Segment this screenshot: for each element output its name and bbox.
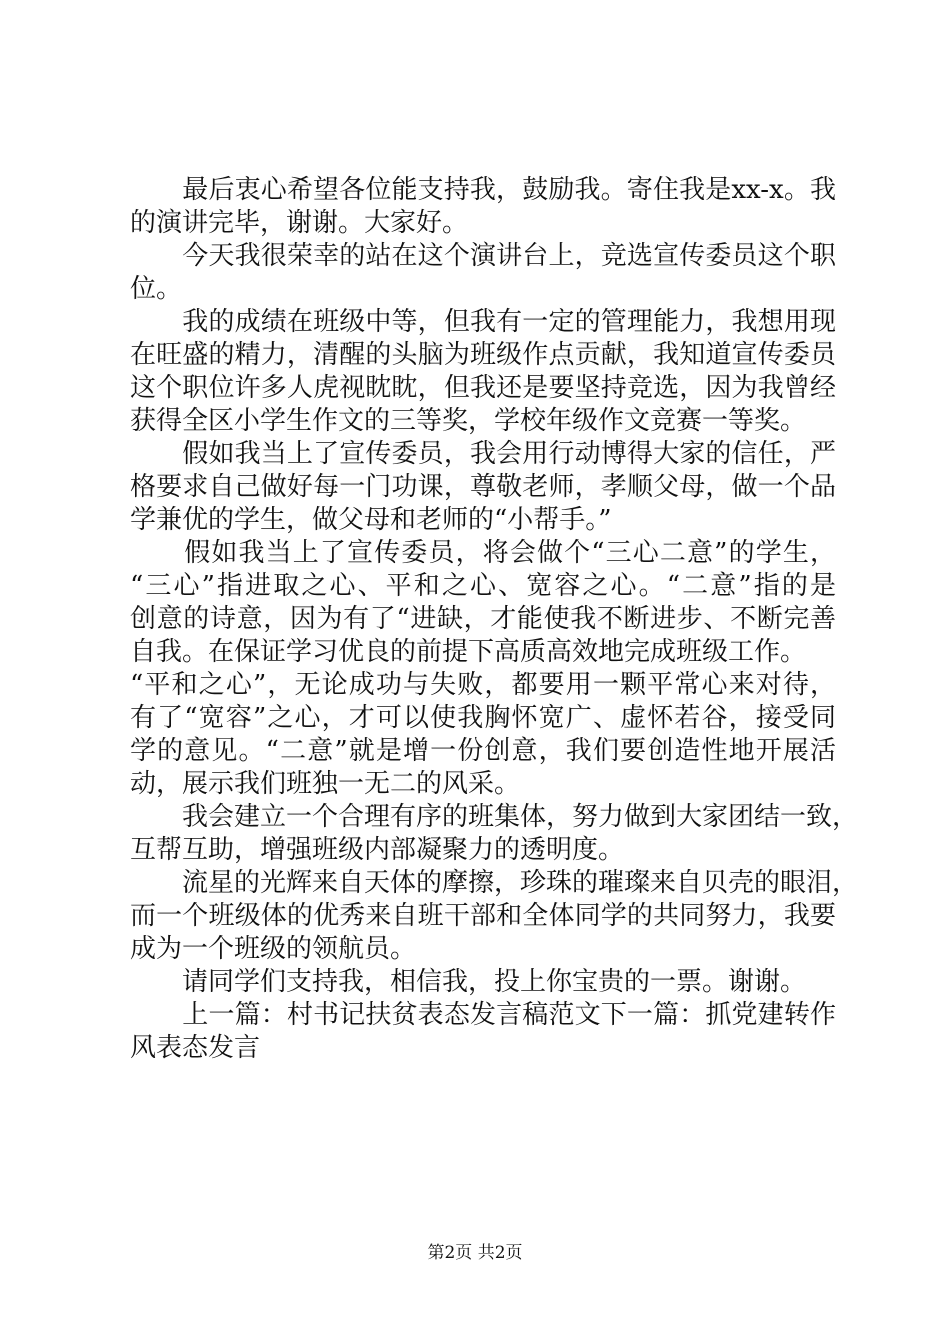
text-line: 流星的光辉来自天体的摩擦，珍珠的璀璨来自贝壳的眼泪， bbox=[130, 868, 859, 898]
text-line: 动，展示我们班独一无二的风采。 bbox=[130, 769, 521, 799]
text-line: 位。 bbox=[130, 274, 183, 304]
text-line: 这个职位许多人虎视眈眈，但我还是要坚持竞选，因为我曾经 bbox=[130, 373, 836, 403]
text-line: 今天我很荣幸的站在这个演讲台上，竞选宣传委员这个职 bbox=[130, 241, 836, 271]
text-line: 上一篇：村书记扶贫表态发言稿范文下一篇：抓党建转作 bbox=[130, 1000, 836, 1030]
text-line: 创意的诗意，因为有了“进缺，才能使我不断进步、不断完善 bbox=[130, 604, 836, 634]
text-line: 学兼优的学生，做父母和老师的“小帮手。” bbox=[130, 505, 612, 535]
text-line: 请同学们支持我，相信我，投上你宝贵的一票。谢谢。 bbox=[130, 967, 807, 997]
page-footer bbox=[0, 1242, 950, 1264]
document-body bbox=[130, 174, 859, 1065]
text-line: 我的成绩在班级中等，但我有一定的管理能力，我想用现 bbox=[130, 307, 836, 337]
text-line: 成为一个班级的领航员。 bbox=[130, 934, 417, 964]
text-line: 风表态发言 bbox=[130, 1033, 261, 1063]
text-line: 获得全区小学生作文的三等奖，学校年级作文竞赛一等奖。 bbox=[130, 406, 807, 436]
text-line: “三心”指进取之心、平和之心、宽容之心。“二意”指的是 bbox=[130, 571, 836, 601]
text-line: 我会建立一个合理有序的班集体，努力做到大家团结一致， bbox=[130, 802, 859, 832]
text-line: 而一个班级体的优秀来自班干部和全体同学的共同努力，我要 bbox=[130, 901, 836, 931]
text-line: “平和之心”，无论成功与失败，都要用一颗平常心来对待， bbox=[130, 670, 836, 700]
text-line: 的演讲完毕，谢谢。大家好。 bbox=[130, 208, 469, 238]
text-line: 最后衷心希望各位能支持我，鼓励我。寄住我是xx-x。我 bbox=[130, 175, 836, 205]
text-line: 自我。在保证学习优良的前提下高质高效地完成班级工作。 bbox=[130, 637, 807, 667]
page-number-label: 第2页 共2页 bbox=[427, 1243, 523, 1263]
text-line: 有了“宽容”之心，才可以使我胸怀宽广、虚怀若谷，接受同 bbox=[130, 703, 836, 733]
text-line: 格要求自己做好每一门功课，尊敬老师，孝顺父母，做一个品 bbox=[130, 472, 836, 502]
text-line: 学的意见。“二意”就是增一份创意，我们要创造性地开展活 bbox=[130, 736, 836, 766]
text-line: 互帮互助，增强班级内部凝聚力的透明度。 bbox=[130, 835, 625, 865]
text-line: 假如我当上了宣传委员，我会用行动博得大家的信任，严 bbox=[130, 439, 836, 469]
text-line: 在旺盛的精力，清醒的头脑为班级作点贡献，我知道宣传委员 bbox=[130, 340, 836, 370]
text-line: 假如我当上了宣传委员，将会做个“三心二意”的学生， bbox=[130, 538, 836, 568]
